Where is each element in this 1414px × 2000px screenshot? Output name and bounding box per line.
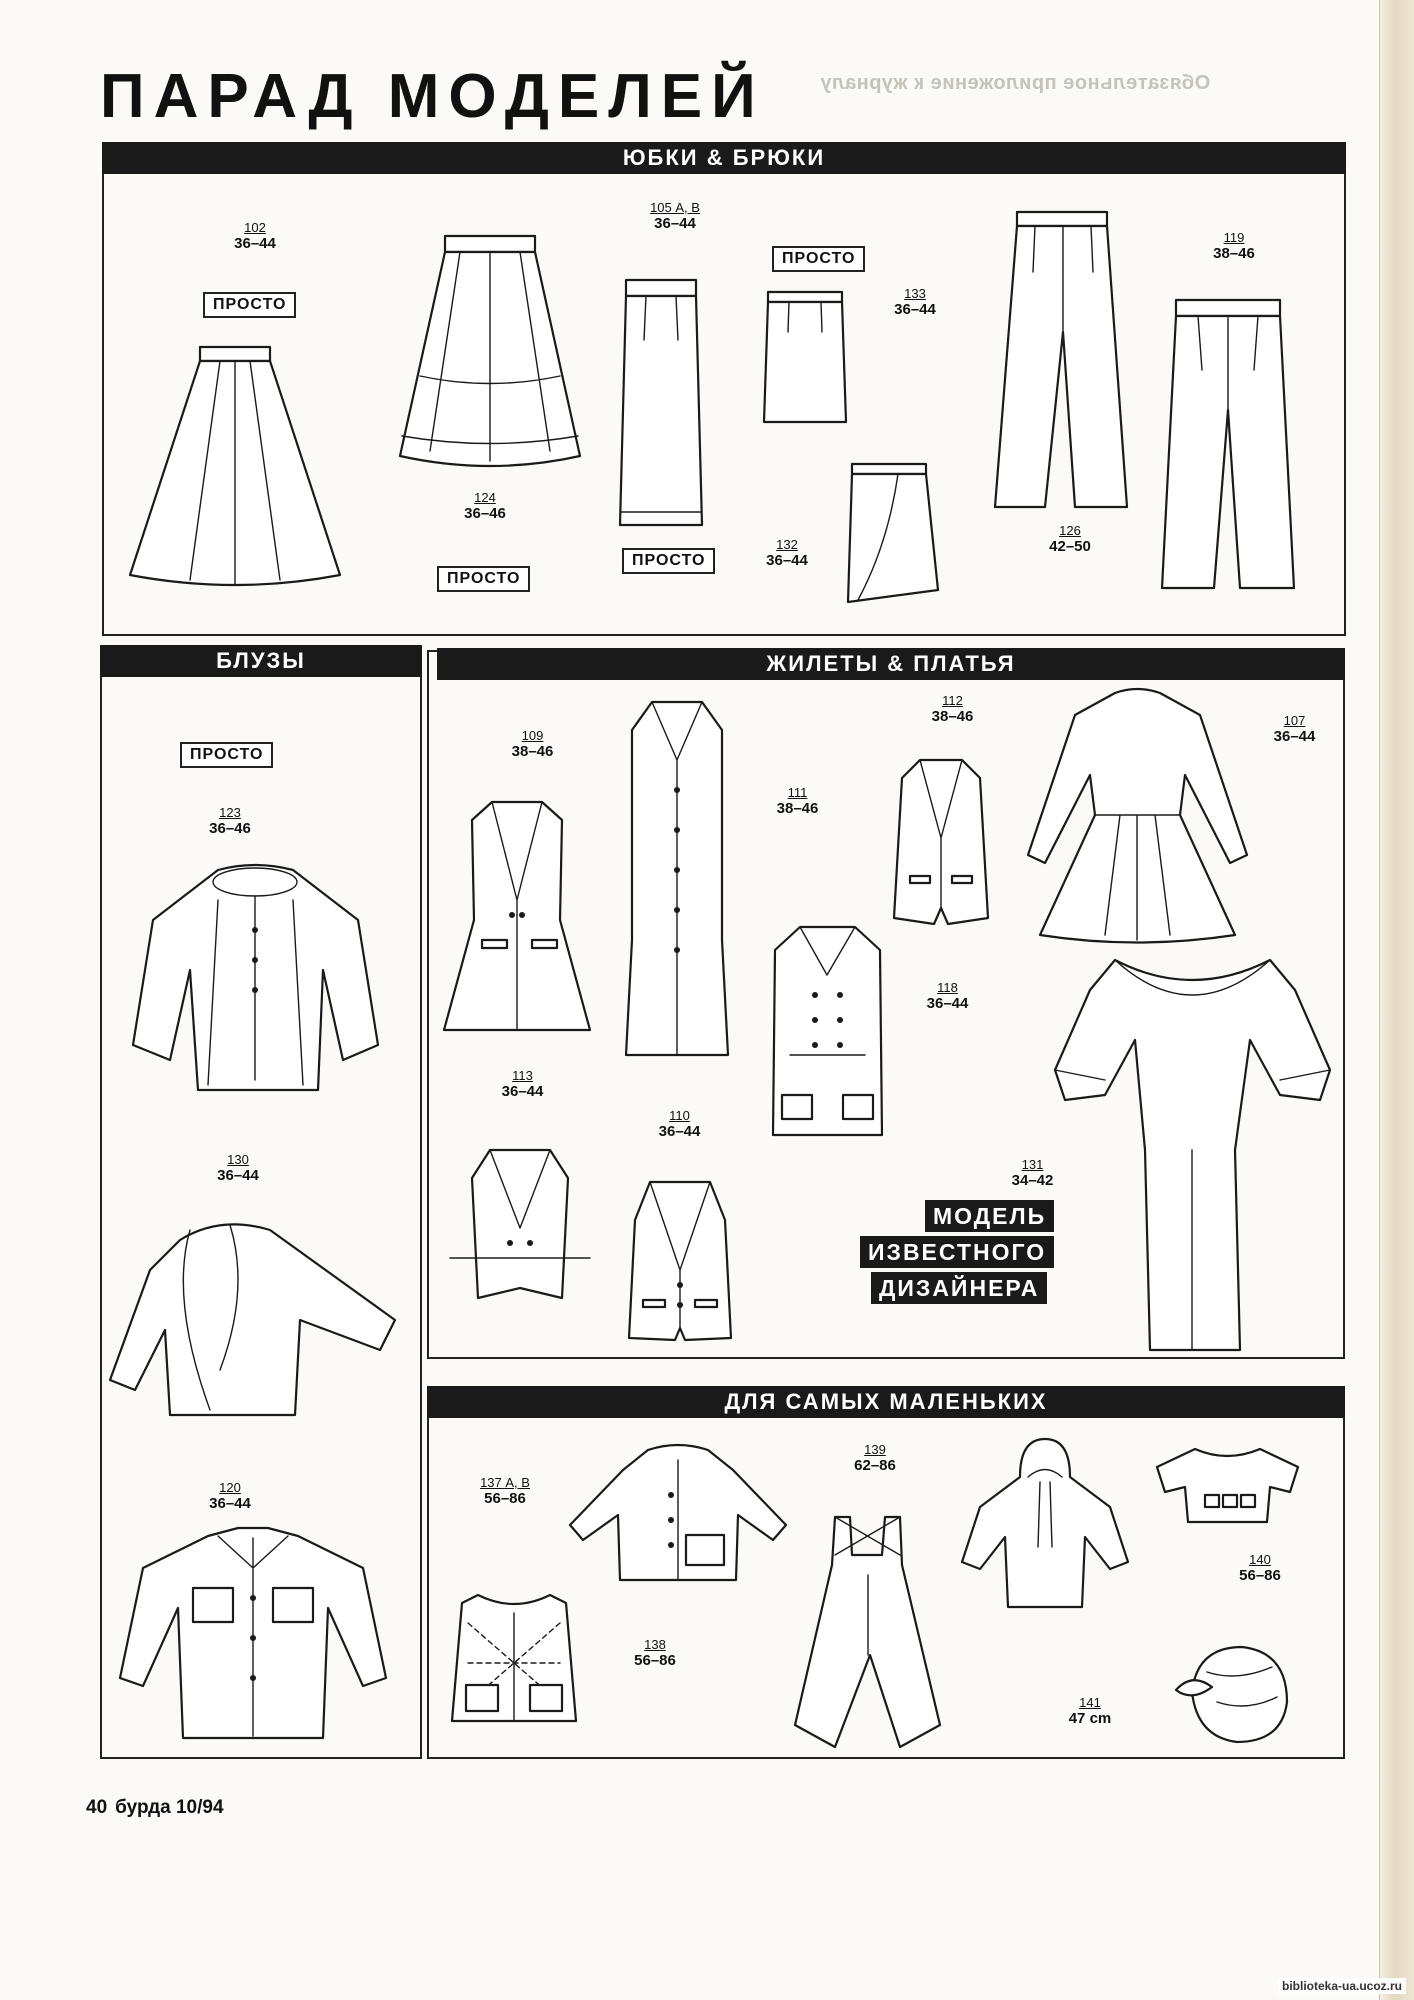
skirt-132-sketch: [848, 464, 938, 606]
model-120-label: 120 36–44: [209, 1480, 251, 1512]
easy-badge: ПРОСТО: [180, 742, 273, 768]
blouse-120-sketch: [118, 1528, 388, 1740]
model-132-label: 132 36–44: [766, 537, 808, 569]
model-137-label: 137 А, В 56–86: [480, 1475, 530, 1507]
model-131-label: 131 34–42: [1011, 1157, 1054, 1189]
model-111-label: 111 38–46: [776, 785, 819, 817]
blouses-section-header: БЛУЗЫ: [100, 645, 422, 677]
vest-dress-109-sketch: [442, 800, 592, 1036]
dress-131-sketch: [1055, 950, 1330, 1355]
page-footer: [86, 1797, 232, 1819]
model-141-label: 141 47 cm: [1068, 1695, 1112, 1727]
model-107-label: 107 36–44: [1273, 713, 1316, 745]
model-110-label: 110 36–44: [658, 1108, 701, 1140]
magazine-issue: бурда 10/94: [115, 1797, 224, 1818]
cap-141-sketch: [1172, 1642, 1292, 1747]
blouse-130-sketch: [110, 1210, 400, 1420]
jacket-137-sketch: [568, 1440, 788, 1585]
hoodie-sketch: [960, 1437, 1130, 1612]
model-102-label: 102 36–44: [234, 220, 276, 252]
skirt-124-sketch: [390, 236, 590, 476]
vest-113-sketch: [450, 1148, 590, 1308]
trousers-119-sketch: [1162, 300, 1294, 592]
skirts-section-header: ЮБКИ & БРЮКИ: [102, 142, 1346, 174]
page-gutter: [1379, 0, 1414, 2000]
model-140-label: 140 56–86: [1239, 1552, 1281, 1584]
designer-label-line3: ДИЗАЙНЕРА: [871, 1272, 1047, 1304]
dress-107-sketch: [1025, 685, 1250, 945]
watermark: biblioteka-ua.ucoz.ru: [1278, 1978, 1406, 1994]
model-138-label: 138 56–86: [634, 1637, 676, 1669]
dress-111-sketch: [622, 700, 732, 1060]
model-112-label: 112 38–46: [931, 693, 974, 725]
model-123-label: 123 36–46: [209, 805, 251, 837]
designer-label-line1: МОДЕЛЬ: [925, 1200, 1054, 1232]
model-105-label: 105 А, В 36–44: [650, 200, 700, 232]
easy-badge: ПРОСТО: [437, 566, 530, 592]
easy-badge: ПРОСТО: [622, 548, 715, 574]
model-119-label: 119 38–46: [1213, 230, 1255, 262]
model-109-label: 109 38–46: [511, 728, 554, 760]
model-124-label: 124 36–46: [464, 490, 506, 522]
model-133-label: 133 36–44: [894, 286, 936, 318]
skirt-102-sketch: [120, 345, 350, 595]
page-title: ПАРАД МОДЕЛЕЙ: [100, 62, 765, 131]
model-118-label: 118 36–44: [926, 980, 969, 1012]
model-113-label: 113 36–44: [501, 1068, 544, 1100]
easy-badge: ПРОСТО: [772, 246, 865, 272]
skirt-133-sketch: [764, 292, 846, 427]
blouse-123-sketch: [128, 860, 383, 1100]
vest-138-sketch: [448, 1593, 580, 1725]
page-number: 40: [86, 1797, 108, 1818]
bleed-through-text: Обязательное приложение к журналу: [820, 72, 1211, 94]
vest-112-sketch: [890, 758, 992, 926]
skirt-105-sketch: [616, 280, 706, 530]
vests-dresses-section-header: ЖИЛЕТЫ & ПЛАТЬЯ: [437, 648, 1345, 680]
vest-110-sketch: [625, 1180, 735, 1343]
designer-label-line2: ИЗВЕСТНОГО: [860, 1236, 1054, 1268]
model-139-label: 139 62–86: [854, 1442, 896, 1474]
model-126-label: 126 42–50: [1049, 523, 1091, 555]
vest-118-sketch: [770, 925, 885, 1140]
overalls-139-sketch: [790, 1515, 945, 1752]
easy-badge: ПРОСТО: [203, 292, 296, 318]
kids-section-header: ДЛЯ САМЫХ МАЛЕНЬКИХ: [427, 1386, 1345, 1418]
tshirt-140-sketch: [1155, 1447, 1300, 1525]
trousers-126-sketch: [995, 212, 1135, 512]
model-130-label: 130 36–44: [217, 1152, 259, 1184]
